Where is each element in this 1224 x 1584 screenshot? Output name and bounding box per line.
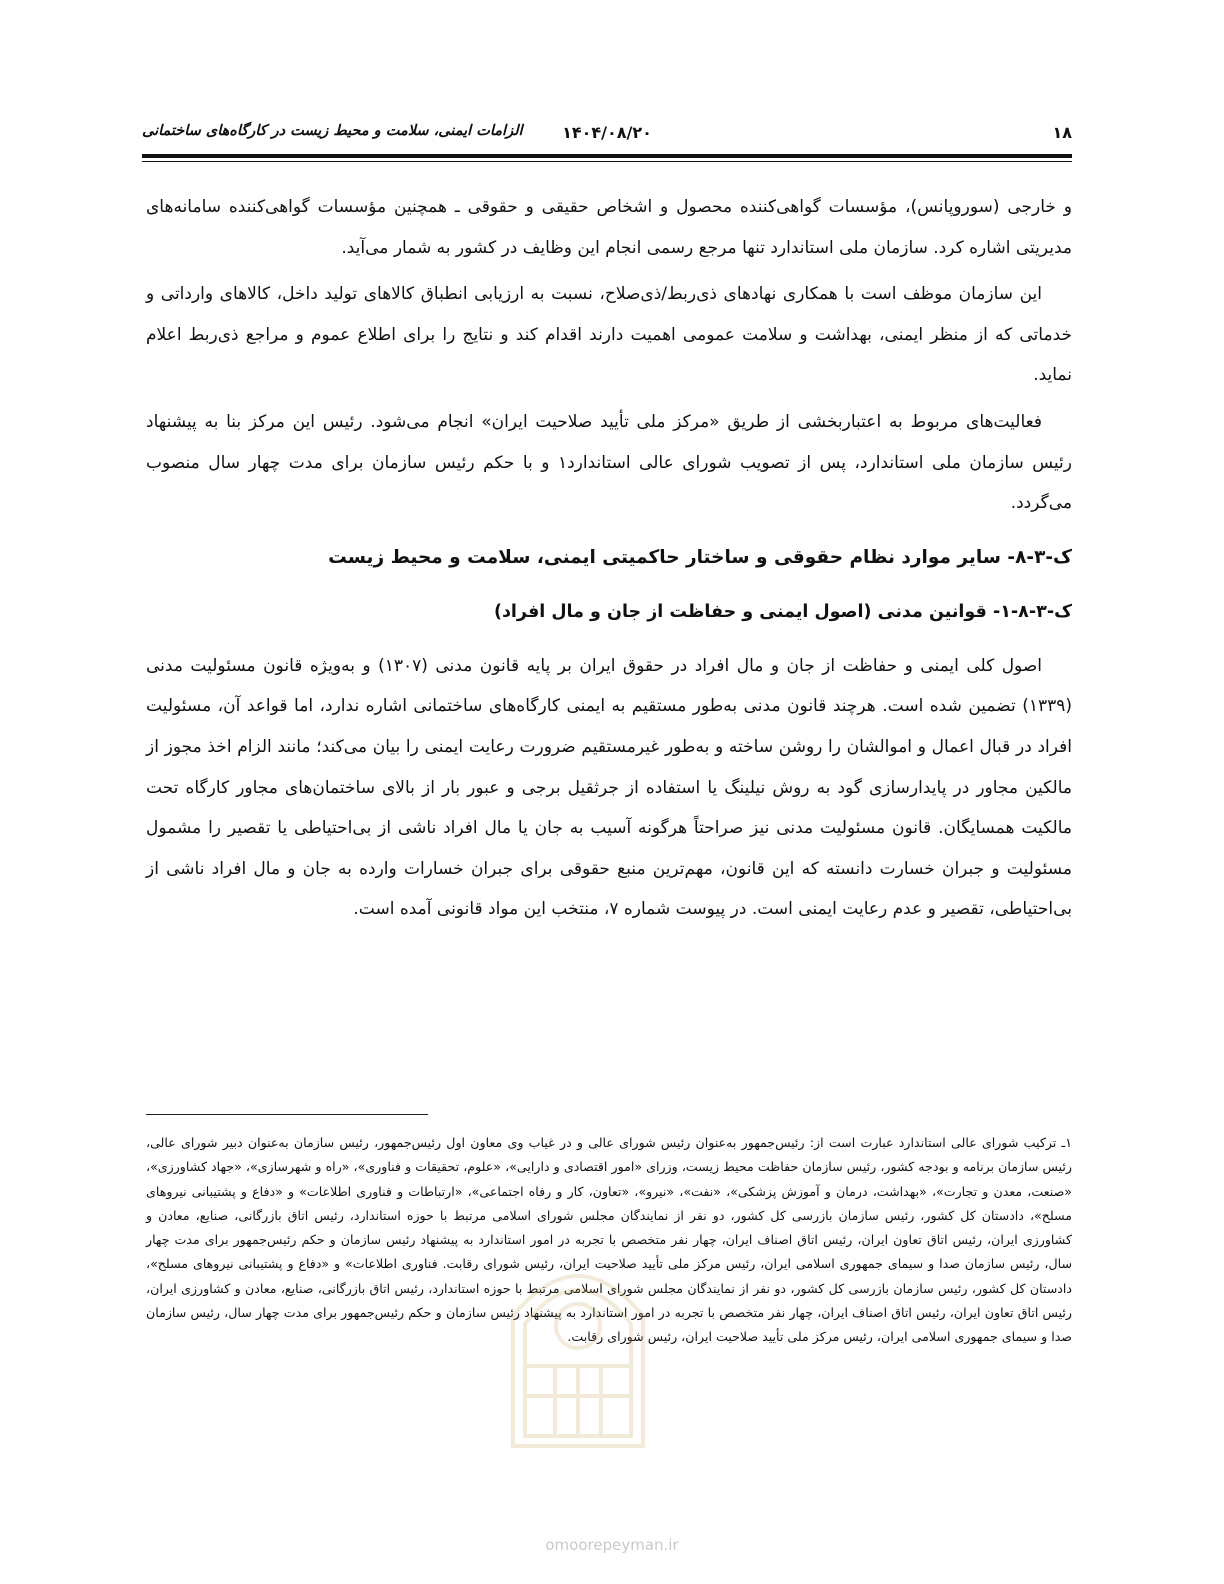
footnote-separator	[146, 1114, 428, 1115]
paragraph-1: و خارجی (سوروپانس)، مؤسسات گواهی‌کننده محصول و اشخاص حقیقی و حقوقی ـ همچنین مؤسسات گواهی‌کننده سامانه‌های مدیریتی اشاره کرد. سازمان ملی استاندارد تنها مرجع رسمی انجام این وظایف در کشور به شمار می‌آید.	[146, 197, 1072, 258]
running-header	[142, 123, 1072, 149]
section-heading: ک-۳-۸- سایر موارد نظام حقوقی و ساختار حاکمیتی ایمنی، سلامت و محیط زیست	[328, 546, 1072, 568]
subsection-heading: ک-۳-۸-۱- قوانین مدنی (اصول ایمنی و حفاظت از جان و مال افراد)	[493, 601, 1072, 622]
header-rule-thin	[142, 161, 1072, 162]
footnote-text: ۱ـ ترکیب شورای عالی استاندارد عبارت است از: رئیس‌جمهور به‌عنوان رئیس شورای عالی و در غیاب وی معاون اول رئیس‌جمهور، رئیس سازمان به‌عنوان دبیر شورای عالی، رئیس سازمان برنامه و بودجه کشور، رئیس سازمان حفاظت محیط زیست، وزرای «امور اقتصادی و دارایی»، «علوم، تحقیقات و فناوری»، «راه و شهرسازی»، «جهاد کشاورزی»، «صنعت، معدن و تجارت»، «بهداشت، درمان و آموزش پزشکی»، «نفت»، «نیرو»، «تعاون، کار و رفاه اجتماعی»، «ارتباطات و فناوری اطلاعات» و «دفاع و پشتیبانی نیروهای مسلح»، دادستان کل کشور، رئیس سازمان بازرسی کل کشور، دو نفر از نمایندگان مجلس شورای اسلامی مرتبط با حوزه استاندارد، رئیس اتاق بازرگانی، صنایع، معادن و کشاورزی ایران، رئیس اتاق تعاون ایران، رئیس اتاق اصناف ایران، چهار نفر متخصص با تجربه در امور استاندارد به پیشنهاد رئیس سازمان و حکم رئیس‌جمهور برای مدت چهار سال، رئیس سازمان صدا و سیمای جمهوری اسلامی ایران، رئیس مرکز ملی تأیید صلاحیت ایران، رئیس شورای رقابت. فناوری اطلاعات» و «دفاع و پشتیبانی نیروهای مسلح»، دادستان کل کشور، رئیس سازمان بازرسی کل کشور، دو نفر از نمایندگان مجلس شورای اسلامی مرتبط با حوزه استاندارد، رئیس اتاق بازرگانی، صنایع، معادن و کشاورزی ایران، رئیس اتاق تعاون ایران، رئیس اتاق اصناف ایران، چهار نفر متخصص با تجربه در امور استاندارد به پیشنهاد رئیس سازمان و حکم رئیس‌جمهور برای مدت چهار سال، رئیس سازمان صدا و سیمای جمهوری اسلامی ایران، رئیس مرکز ملی تأیید صلاحیت ایران، رئیس شورای رقابت.	[146, 1135, 1072, 1345]
paragraph-4: اصول کلی ایمنی و حفاظت از جان و مال افراد در حقوق ایران بر پایه قانون مدنی (۱۳۰۷) و به‌ویژه قانون مسئولیت مدنی (۱۳۳۹) تضمین شده است. هرچند قانون مدنی به‌طور مستقیم به ایمنی کارگاه‌های ساختمانی اشاره ندارد، اما قواعد آن، مسئولیت افراد در قبال اعمال و اموالشان را روشن ساخته و به‌طور غیرمستقیم ضرورت رعایت ایمنی را بیان می‌کند؛ مانند الزام اخذ مجوز از مالکین مجاور در پایدارسازی گود به روش نیلینگ یا استفاده از جرثقیل برجی و عبور بار از بالای ساختمان‌های مجاور کارگاه تحت مالکیت همسایگان. قانون مسئولیت مدنی نیز صراحتاً هرگونه آسیب به جان یا مال افراد ناشی از بی‌احتیاطی یا تقصیر را مشمول مسئولیت و جبران خسارت دانسته که این قانون، مهم‌ترین منبع حقوقی برای جبران خسارات وارده به جان و مال افراد ناشی از بی‌احتیاطی، تقصیر و عدم رعایت ایمنی است. در پیوست شماره ۷، منتخب این مواد قانونی آمده است.	[146, 655, 1072, 920]
body-text	[146, 187, 1072, 936]
paragraph-2: این سازمان موظف است با همکاری نهادهای ذی‌ربط/ذی‌صلاح، نسبت به ارزیابی انطباق کالاهای تولید داخل، کالاهای وارداتی و خدماتی که از منظر ایمنی، بهداشت و سلامت عمومی اهمیت دارند اقدام کند و نتایج را برای اطلاع عموم و مراجع ذی‌ربط اعلام نماید.	[146, 284, 1072, 386]
header-date: ۱۴۰۴/۰۸/۲۰	[562, 123, 652, 142]
header-rule-thick	[142, 154, 1072, 158]
page-number: ۱۸	[1052, 123, 1072, 142]
paragraph-3: فعالیت‌های مربوط به اعتباربخشی از طریق «مرکز ملی تأیید صلاحیت ایران» انجام می‌شود. رئیس این مرکز بنا به پیشنهاد رئیس سازمان ملی استاندارد، پس از تصویب شورای عالی استاندارد۱ و با حکم رئیس سازمان برای مدت چهار سال منصوب می‌گردد.	[146, 411, 1073, 514]
header-title: الزامات ایمنی، سلامت و محیط زیست در کارگاه‌های ساختمانی	[142, 123, 523, 139]
watermark-seal-icon	[495, 1246, 661, 1456]
watermark-url: omoorepeyman.ir	[545, 1536, 679, 1554]
